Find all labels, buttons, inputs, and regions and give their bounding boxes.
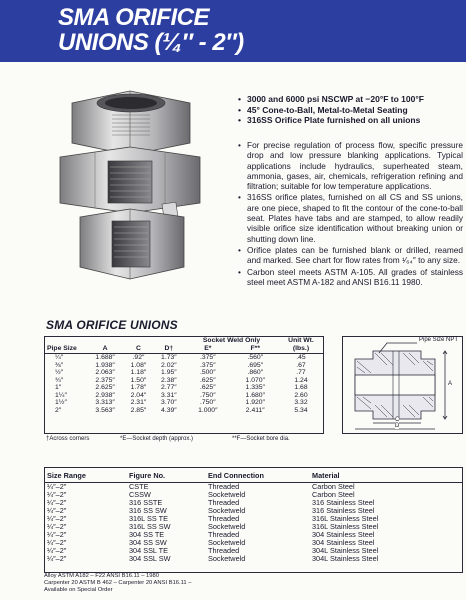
table-row [45,362,323,370]
materials-table-body [45,483,462,564]
dimension-drawing [342,336,463,434]
table-row [45,392,323,400]
table-cell: Socketweld [208,506,246,515]
table-cell: 316 SSTE [129,498,163,507]
table-cell: 1½″ [55,399,67,406]
table-cell: ¼″ [55,354,64,361]
table-row [45,547,462,555]
table-cell: .695″ [247,361,264,369]
title-banner [0,0,466,62]
materials-table-box [44,467,463,573]
table-row [45,523,462,531]
table-cell: ¼″–2″ [47,490,67,499]
description-list [238,140,463,288]
table-row [45,399,323,407]
table-cell: ¼″–2″ [47,554,67,563]
title-line-2: UNIONS (¼″ - 2″) [58,29,244,56]
table-cell: Threaded [208,498,240,507]
table-cell: .500″ [199,369,216,376]
table-row [45,483,462,492]
title-line-1: SMA ORIFICE [58,4,209,31]
table-cell: 316L SS TE [129,514,168,523]
table-row [45,531,462,539]
table-cell: Threaded [208,482,240,491]
col-d: D† [154,337,184,354]
table-cell: 3.70″ [161,399,177,406]
table-cell: 1.070″ [245,376,265,384]
description-applications: • For precise regulation of process flow, specific pressure drop and low pressure blanking applications. Typical applications include hydraulics, superheated steam, ammonia, gases, air, chemicals, refrigeration refining and filtration; suitable for low temperature applications. [238,140,463,191]
col-a: A [87,337,123,354]
table-cell: ¼″–2″ [47,482,67,491]
table-cell: 1.08″ [130,361,147,369]
table-cell: 304L Stainless Steel [312,546,379,555]
table-cell: 1.95″ [161,369,177,376]
table-cell: 5.34 [294,406,308,414]
table-cell: 316 Stainless Steel [312,506,375,515]
alloy-notes [44,573,191,594]
table-cell: .77 [296,369,306,376]
note-across-corners: †Across corners [46,436,90,442]
dim-c-label: C [395,417,400,423]
alloy-note-line: Carpenter 20 ASTM B 462 – Carpenter 20 ANSI B16.11 – [44,580,192,586]
table-cell: .375″ [199,361,216,369]
table-cell: CSSW [129,490,151,499]
table-row [45,515,462,523]
table-cell: 2″ [55,406,62,414]
table-row [45,354,323,362]
table-cell: Threaded [208,514,240,523]
table-cell: 1.78″ [130,384,147,391]
dim-d-label: D [395,423,400,429]
table-cell: 304 SSL SW [129,554,171,563]
table-cell: 2.063″ [95,369,115,376]
table-row [45,539,462,547]
table-cell: .625″ [199,376,216,384]
table-cell: 304 Stainless Steel [312,530,375,539]
table-cell: 316 SS SW [129,506,167,515]
table-cell: 304 SSL TE [129,546,168,555]
table-cell: ½″ [55,369,64,376]
materials-table [45,468,462,563]
table-cell: 304L Stainless Steel [312,554,379,563]
table-cell: .67 [296,361,306,369]
col-material: Material [310,468,462,483]
alloy-note-line: Available on Special Order [44,587,113,593]
table-cell: ¼″–2″ [47,522,67,531]
table-cell: 2.60 [294,391,308,399]
table-cell: 2.38″ [161,376,177,384]
table-cell: .750″ [199,391,216,399]
table-cell: 4.39″ [161,406,177,414]
table-cell: 1.688″ [95,354,115,361]
description-material-standards: • Carbon steel meets ASTM A-105. All grades of stainless steel meet ASTM A-182 and ANSI B16.11 1980. [238,267,463,288]
table-cell: ¼″–2″ [47,538,67,547]
table-cell: 316 Stainless Steel [312,498,375,507]
page-title [58,5,244,55]
table-cell: .375″ [199,354,216,361]
table-cell: 2.04″ [130,391,147,399]
col-unit-weight: Unit Wt. (lbs.) [279,337,323,354]
table-row [45,369,323,377]
table-row [45,407,323,415]
dimensions-table [45,337,323,414]
union-cutaway-illustration [50,85,210,285]
table-cell: 2.02″ [161,361,177,369]
feature-orifice-plate: • 316SS Orifice Plate furnished on all unions [238,115,460,126]
table-cell: 1.335″ [245,384,265,391]
table-cell: .860″ [247,369,264,376]
feature-seating: • 45° Cone-to-Ball, Metal-to-Metal Seating [238,105,460,116]
table-cell: Socketweld [208,538,246,547]
table-cell: 2.411″ [245,406,265,414]
table-cell: 1.920″ [245,399,265,406]
table-cell: 3.32 [294,399,308,406]
table-cell: 2.375″ [95,376,115,384]
col-end-connection: End Connection [206,468,310,483]
table-cell: 1.000″ [198,406,218,414]
table-cell: ¾″ [55,376,64,384]
table-cell: .45 [296,354,306,361]
col-f: F** [232,345,279,354]
col-socket-weld-group: Socket Weld Only [202,337,261,344]
table-cell: 2.31″ [130,399,147,406]
table-cell: Carbon Steel [312,490,355,499]
table-cell: ¼″–2″ [47,546,67,555]
table-cell: 1.680″ [245,391,265,399]
table-cell: 304 SS TE [129,530,165,539]
note-socket-bore: **F—Socket bore dia. [232,436,290,442]
union-section-drawing [343,337,462,433]
feature-pressure-rating: • 3000 and 6000 psi NSCWP at −20°F to 100°F [238,94,460,105]
table-row [45,507,462,515]
note-socket-depth: *E—Socket depth (approx.) [120,436,194,442]
section-title: SMA ORIFICE UNIONS [46,318,178,332]
table-cell: ¼″–2″ [47,498,67,507]
table-cell: 316L Stainless Steel [312,522,379,531]
table-cell: 1.18″ [130,369,147,376]
col-c: C [123,337,153,354]
table-row [45,384,323,392]
table-cell: 1″ [55,384,62,391]
table-cell: 304 SS SW [129,538,167,547]
table-cell: Socketweld [208,522,246,531]
table-cell: 1.24 [294,376,308,384]
table-cell: ¼″–2″ [47,530,67,539]
col-size-range: Size Range [45,468,127,483]
table-row [45,491,462,499]
table-cell: 1.50″ [130,376,147,384]
table-cell: 1.73″ [161,354,177,361]
description-drilling: • Orifice plates can be furnished blank or drilled, reamed and marked. See chart for flow rates from ¹⁄₆₄″ to any size. [238,245,463,266]
table-row [45,499,462,507]
table-cell: Socketweld [208,490,246,499]
table-cell: 1.68 [294,384,308,391]
table-cell: 316L SS SW [129,522,171,531]
col-pipe-size: Pipe Size [45,337,87,354]
table-cell: 2.938″ [95,391,115,399]
table-cell: 3.563″ [95,406,115,414]
col-figure-no: Figure No. [127,468,206,483]
table-cell: .625″ [199,384,216,391]
table-cell: ⅜″ [55,361,64,369]
dim-a-label: A [448,381,453,387]
alloy-note-line: Alloy ASTM A182 – F22 ANSI B16.11 – 1980 [44,573,159,579]
key-features-list [238,94,460,126]
table-cell: Socketweld [208,554,246,563]
table-cell: CSTE [129,482,149,491]
table-cell: Carbon Steel [312,482,355,491]
table-cell: ¼″–2″ [47,506,67,515]
table-cell: 3.313″ [95,399,115,406]
table-row [45,555,462,563]
pipe-size-label: Pipe Size NPT [419,337,459,343]
table-cell: .750″ [199,399,216,406]
table-cell: ¼″–2″ [47,514,67,523]
table-cell: 1¼″ [55,391,67,399]
table-cell: 1.938″ [95,361,115,369]
table-cell: Threaded [208,530,240,539]
table-cell: 2.625″ [95,384,115,391]
table-cell: 2.85″ [130,406,147,414]
table-cell: Threaded [208,546,240,555]
table-row [45,377,323,385]
col-e: E* [184,345,231,354]
table-cell: 3.31″ [161,391,177,399]
table-cell: 316L Stainless Steel [312,514,379,523]
dimensions-table-body [45,354,323,415]
dimensions-table-box [44,336,324,434]
table-cell: 2.77″ [161,384,177,391]
table-cell: .560″ [247,354,264,361]
description-orifice-plates: • 316SS orifice plates, furnished on all CS and SS unions, are one piece, shaped to fit the contour of the cone-to-ball seat. Plates have tabs and are stamped, to allow readily visible orifice size identification without breaking union or shutting down line. [238,192,463,243]
table-cell: 304 Stainless Steel [312,538,375,547]
table-cell: .92″ [132,354,145,361]
